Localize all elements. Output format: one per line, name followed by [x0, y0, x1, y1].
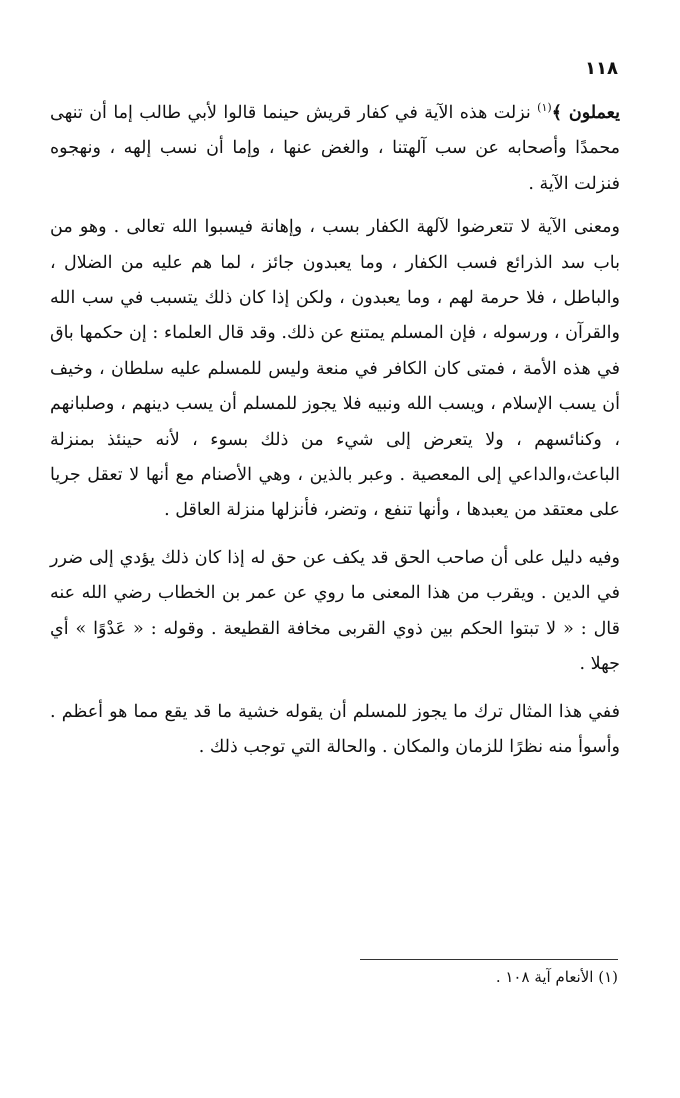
paragraph-2: ومعنى الآية لا تتعرضوا لآلهة الكفار بسب ، وإهانة فيسبوا الله تعالى . وهو من باب سد الذرائع فسب الكفار ، وما يعبدون جائز ، لما هم عليه من الضلال ، والباطل ، فلا حرمة لهم ، وما يعبدون ، ولكن إذا كان ذلك يتسبب في سب الله والقرآن ، ورسوله ، فإن المسلم يمتنع عن ذلك. وقد قال العلماء : إن حكمها باق في هذه الأمة ، فمتى كان الكافر في منعة وليس للمسلم عليه سلطان ، وخيف أن يسب الإسلام ، ويسب الله ونبيه فلا يجوز للمسلم أن يسب دينهم ، وصلبانهم ، وكنائسهم ، ولا يتعرض إلى شيء من ذلك بسوء ، لأنه حينئذ بمنزلة الباعث،والداعي إلى المعصية . وعبر بالذين ، وهي الأصنام مع أنها لا تعقل جريا على معتقد من يعبدها ، وأنها تنفع ، وتضر، فأنزلها منزلة العاقل .	[50, 217, 620, 521]
page-number: ١١٨	[585, 58, 618, 79]
paragraph-4: ففي هذا المثال ترك ما يجوز للمسلم أن يقوله خشية ما قد يقع مما هو أعظم . وأسوأ منه نظرًا للزمان والمكان . والحالة التي توجب ذلك .	[50, 701, 620, 757]
paragraph-3: وفيه دليل على أن صاحب الحق قد يكف عن حق له إذا كان ذلك يؤدي إلى ضرر في الدين . ويقرب من هذا المعنى ما روي عن عمر بن الخطاب رضي الله عنه قال : « لا تبتوا الحكم بين ذوي القربى مخافة القطيعة . وقوله : « عَدْوًا » أي جهلا .	[50, 547, 620, 675]
quran-verse-end: يعملون ﴾	[551, 103, 620, 123]
footnote-marker: (١)	[537, 101, 552, 115]
paragraph-1	[50, 96, 620, 202]
main-text	[50, 96, 620, 765]
footnote: (١) الأنعام آية ١٠٨ .	[495, 968, 618, 986]
paragraph-1-text: نزلت هذه الآية في كفار قريش حينما قالوا لأبي طالب إما أن تنهى محمدًا وأصحابه عن سب آلهتنا ، والغض عنها ، وإما أن نسب إلهه ، ونهجوه فنزلت الآية .	[50, 103, 620, 194]
footnote-divider	[360, 959, 618, 960]
